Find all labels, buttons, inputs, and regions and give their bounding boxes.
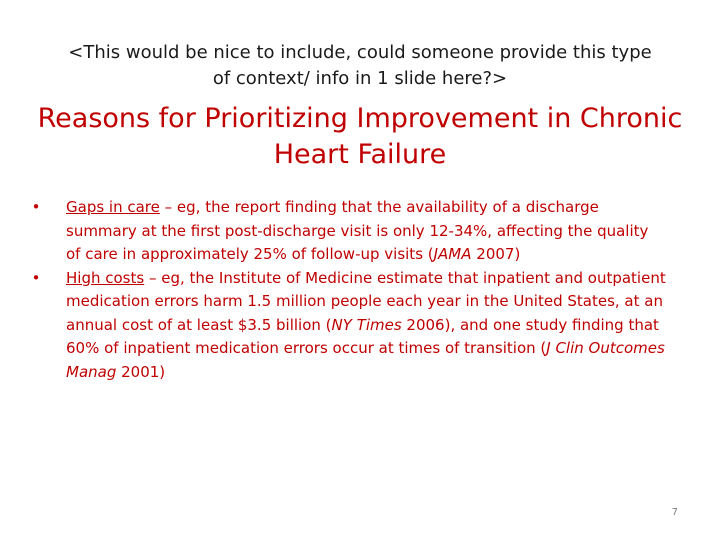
bullet-list xyxy=(26,196,666,384)
bullet-source: NY Times xyxy=(331,315,402,334)
bullet-lead-gaps-in-care: Gaps in care xyxy=(66,198,160,216)
bullet-text: 2006), and one study finding that 60% of inpatient medication errors occur at times of transition ( xyxy=(66,315,659,357)
bullet-text: – eg, the Institute of Medicine estimate that inpatient and outpatient medication errors harm 1.5 million people each year in the United States, at an annual cost of at least $3.5 billion ( xyxy=(66,268,666,334)
bullet-item-gaps-in-care xyxy=(26,196,666,267)
editor-note-line-2: of context/ info in 1 slide here?> xyxy=(212,68,508,89)
page-number: 7 xyxy=(671,507,678,518)
slide-title-line-2: Heart Failure xyxy=(273,139,447,170)
bullet-lead-high-costs: High costs xyxy=(66,268,145,287)
bullet-source: JAMA xyxy=(433,245,472,263)
bullet-source: J Clin Outcomes Manag xyxy=(66,339,665,381)
slide-title-line-1: Reasons for Prioritizing Improvement in Chronic xyxy=(37,103,683,134)
editor-note xyxy=(20,40,700,92)
bullet-text: – eg, the report finding that the availability of a discharge summary at the first post-discharge visit is only 12-34%, affecting the quality of care in approximately 25% of follow-up visits ( xyxy=(66,198,649,263)
bullet-item-high-costs xyxy=(26,267,666,385)
bullet-marker: • xyxy=(31,198,41,216)
editor-note-line-1: <This would be nice to include, could someone provide this type xyxy=(68,42,652,63)
bullet-marker: • xyxy=(31,268,41,287)
bullet-text: 2001) xyxy=(116,362,166,381)
slide-title xyxy=(20,101,700,173)
bullet-text: 2007) xyxy=(471,245,521,263)
